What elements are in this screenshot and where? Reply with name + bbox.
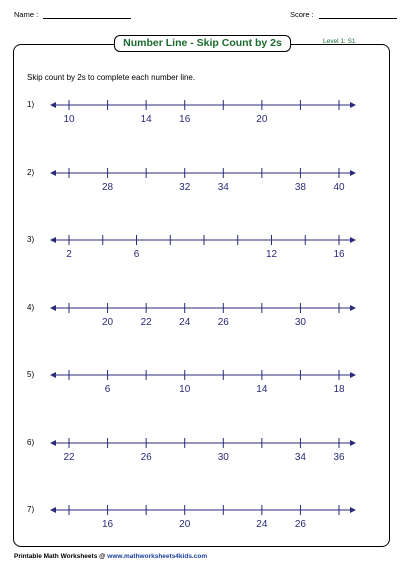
number-line	[0, 97, 406, 129]
tick-label: 34	[217, 181, 229, 193]
name-input-line[interactable]	[43, 9, 131, 19]
tick-label: 2	[66, 249, 72, 260]
footer-site-link[interactable]: www.mathworksheets4kids.com	[107, 553, 208, 560]
problem-number: 4)	[27, 302, 35, 312]
footer	[14, 553, 207, 560]
arrow-right-icon	[350, 305, 356, 311]
problem-number: 1)	[27, 100, 35, 109]
tick-label: 20	[102, 316, 114, 328]
number-line	[0, 435, 406, 467]
tick-label: 30	[294, 316, 306, 328]
problem-3	[0, 235, 406, 270]
tick-label: 24	[179, 316, 191, 328]
tick-label: 32	[179, 181, 191, 193]
tick-label: 6	[133, 249, 140, 260]
problem-4	[0, 302, 406, 338]
tick-label: 14	[140, 114, 152, 125]
score-field	[290, 9, 397, 19]
arrow-right-icon	[350, 170, 356, 176]
score-label: Score :	[290, 10, 314, 19]
arrow-left-icon	[50, 440, 56, 446]
worksheet-title: Number Line - Skip Count by 2s	[114, 35, 291, 52]
arrow-left-icon	[50, 237, 56, 243]
problem-6	[0, 437, 406, 473]
arrow-left-icon	[50, 170, 56, 176]
tick-label: 22	[140, 316, 152, 328]
tick-label: 40	[333, 181, 345, 193]
tick-label: 22	[63, 451, 75, 463]
tick-label: 6	[104, 384, 111, 395]
number-line	[0, 232, 406, 264]
tick-label: 10	[179, 384, 191, 395]
tick-label: 20	[256, 114, 268, 125]
tick-label: 36	[333, 451, 345, 463]
score-input-line[interactable]	[319, 9, 397, 19]
instructions: Skip count by 2s to complete each number line.	[27, 73, 196, 82]
number-line	[0, 502, 406, 534]
tick-label: 26	[140, 451, 152, 463]
arrow-left-icon	[50, 372, 56, 378]
problem-1	[0, 100, 406, 135]
problem-number: 7)	[27, 505, 35, 514]
tick-label: 18	[333, 384, 345, 395]
problem-5	[0, 370, 406, 405]
number-line	[0, 367, 406, 399]
problem-number: 5)	[27, 370, 35, 379]
tick-label: 34	[294, 451, 306, 463]
arrow-right-icon	[350, 440, 356, 446]
tick-label: 14	[256, 384, 268, 395]
tick-label: 38	[294, 181, 306, 193]
name-label: Name :	[14, 10, 39, 19]
tick-label: 20	[179, 519, 191, 530]
tick-label: 26	[294, 519, 306, 530]
footer-prefix: Printable Math Worksheets @	[14, 553, 108, 560]
problem-number: 6)	[27, 437, 35, 447]
name-field	[14, 9, 131, 19]
problem-number: 3)	[27, 235, 35, 244]
number-line	[0, 300, 406, 332]
arrow-right-icon	[350, 372, 356, 378]
arrow-left-icon	[50, 507, 56, 513]
tick-label: 16	[333, 249, 345, 260]
tick-label: 28	[102, 181, 114, 193]
tick-label: 12	[265, 249, 278, 260]
arrow-left-icon	[50, 102, 56, 108]
problem-2	[0, 167, 406, 203]
tick-label: 16	[179, 114, 191, 125]
level-label: Level 1: S1	[323, 38, 356, 45]
arrow-right-icon	[350, 507, 356, 513]
tick-label: 24	[256, 519, 268, 530]
tick-label: 30	[217, 451, 229, 463]
number-line	[0, 165, 406, 197]
arrow-right-icon	[350, 102, 356, 108]
tick-label: 10	[63, 114, 75, 125]
tick-label: 26	[217, 316, 229, 328]
problem-number: 2)	[27, 167, 35, 177]
problem-7	[0, 505, 406, 540]
arrow-right-icon	[350, 237, 356, 243]
tick-label: 16	[102, 519, 114, 530]
arrow-left-icon	[50, 305, 56, 311]
